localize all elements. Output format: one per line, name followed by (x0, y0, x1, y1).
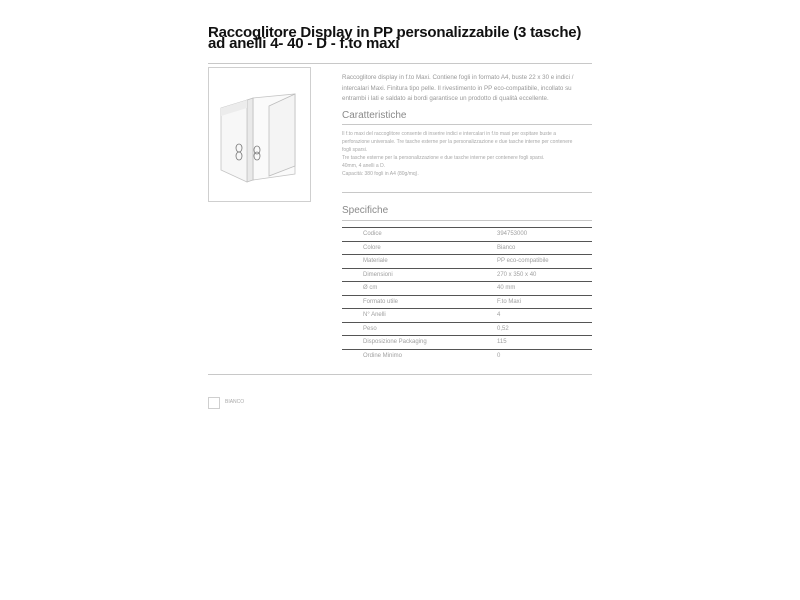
feature-line: 40mm, 4 anelli a D. (342, 163, 386, 169)
binder-illustration (209, 68, 310, 201)
spec-label: Formato utile (342, 295, 497, 309)
product-title: Raccoglitore Display in PP personalizzabile (3 tasche) ad anelli 4- 40 - D - f.to maxi (208, 24, 582, 52)
spec-value: 40 mm (497, 282, 592, 296)
table-row (342, 322, 592, 336)
specs-divider (342, 220, 592, 221)
table-row (342, 309, 592, 323)
spec-value: F.to Maxi (497, 295, 592, 309)
table-row (342, 268, 592, 282)
features-heading: Caratteristiche (342, 110, 407, 121)
spec-value: 394753000 (497, 228, 592, 242)
spec-label: Materiale (342, 255, 497, 269)
table-row (342, 241, 592, 255)
spec-label: Colore (342, 241, 497, 255)
features-end-divider (342, 192, 592, 193)
product-description: Raccoglitore display in f.to Maxi. Contiene fogli in formato A4, buste 22 x 30 e indici / intercalari Maxi. Finitura tipo pelle. Il rivestimento in PP eco-compatibile, incollato su entrambi i lati e saldato ai bordi garantisce un prodotto di qualità eccellente. (342, 74, 574, 102)
spec-label: Disposizione Packaging (342, 336, 497, 350)
spec-label: Codice (342, 228, 497, 242)
feature-line: Il f.to maxi del raccoglitore consente di inserire indici e intercalari in f.to maxi per ospitare buste a (342, 131, 556, 137)
table-row (342, 255, 592, 269)
spec-value: 270 x 350 x 40 (497, 268, 592, 282)
spec-label: Peso (342, 322, 497, 336)
product-image (208, 67, 311, 202)
features-list (342, 130, 592, 178)
spec-label: Ø cm (342, 282, 497, 296)
spec-value: 0,52 (497, 322, 592, 336)
feature-line: Capacità: 380 fogli in A4 (80g/mq). (342, 171, 419, 177)
table-row (342, 282, 592, 296)
table-row (342, 295, 592, 309)
table-row (342, 228, 592, 242)
title-divider (208, 63, 592, 64)
spec-label: Ordine Minimo (363, 352, 403, 359)
spec-value: PP eco-compatibile (497, 255, 592, 269)
spec-value: Bianco (497, 241, 592, 255)
spec-value: 115 (497, 336, 592, 350)
table-row (342, 336, 592, 350)
spec-label: Dimensioni (342, 268, 497, 282)
specs-heading: Specifiche (342, 205, 389, 216)
spec-label: N° Anelli (342, 309, 497, 323)
color-swatch-label: BIANCO (225, 399, 245, 405)
specs-table (342, 227, 592, 362)
spec-value: 4 (497, 309, 592, 323)
features-divider (342, 124, 592, 125)
feature-line: perforazione universale. Tre tasche esterne per la personalizzazione e due tasche interne per contenere (342, 139, 573, 145)
section-divider (208, 374, 592, 375)
spec-value: 0 (497, 352, 501, 359)
color-swatch-bianco[interactable] (208, 397, 220, 409)
feature-line: Tre tasche esterne per la personalizzazione e due tasche interne per contenere fogli sparsi. (342, 155, 545, 161)
table-row (342, 349, 592, 362)
feature-line: fogli sparsi. (342, 147, 368, 153)
